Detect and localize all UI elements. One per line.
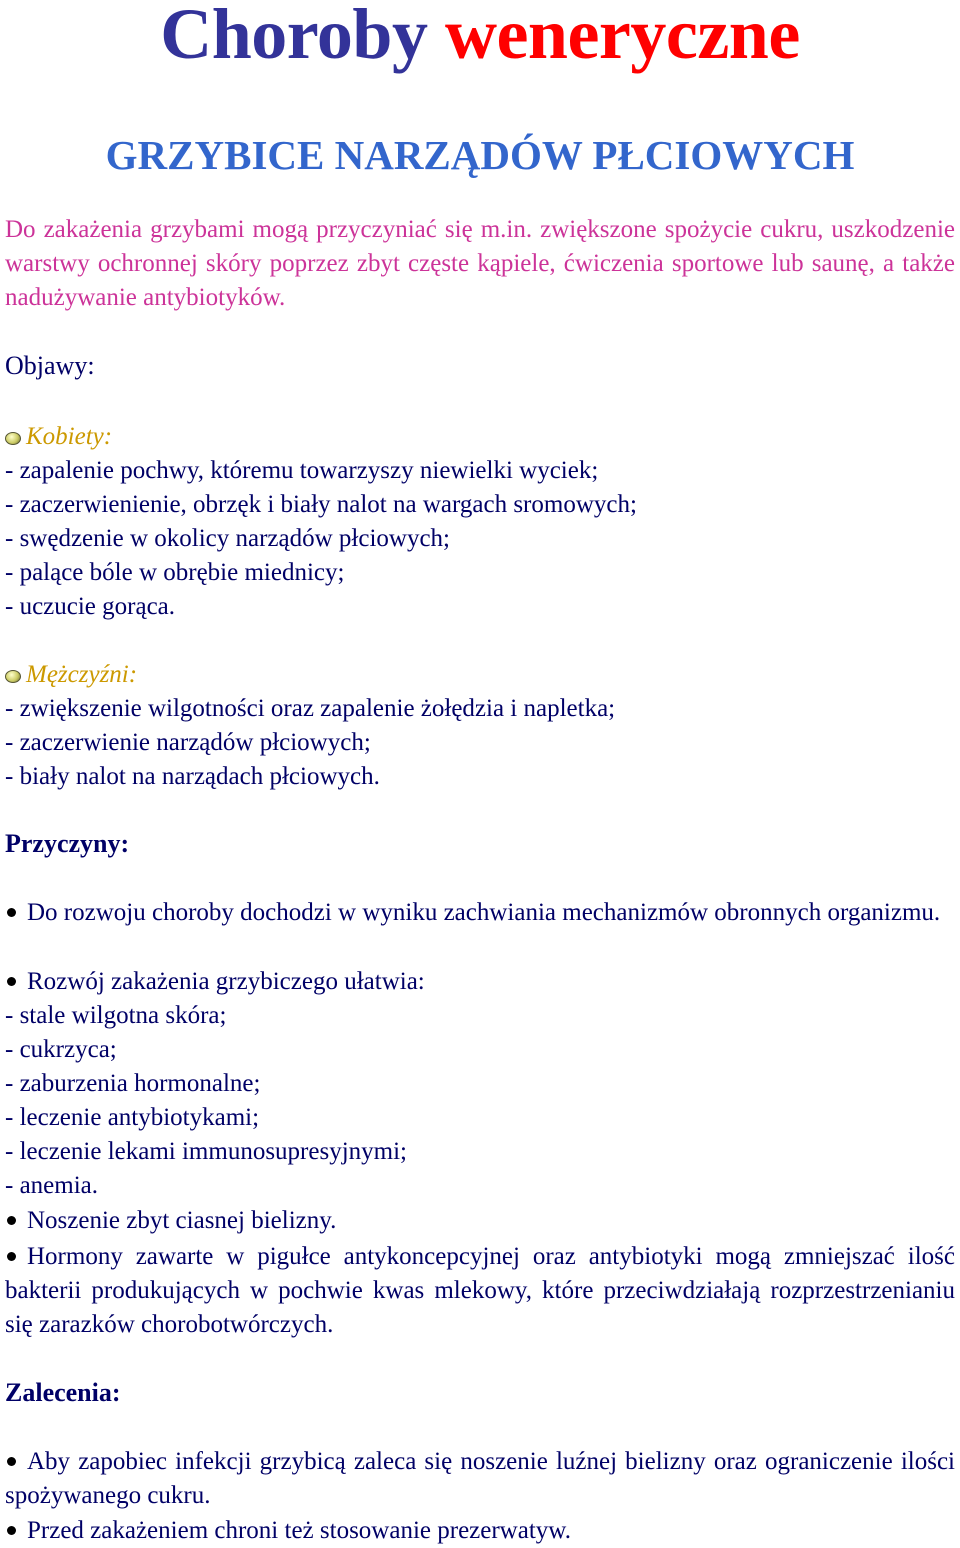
women-symptoms-list [5, 454, 955, 624]
gem-bullet-icon [5, 432, 21, 445]
recommendations-bullet-2 [5, 1514, 955, 1548]
list-item: - zaczerwienie narządów płciowych; [5, 729, 371, 756]
causes-bullet-1-text: Do rozwoju choroby dochodzi w wyniku zachwiania mechanizmów obronnych organizmu. [27, 899, 941, 926]
bullet-icon [7, 1526, 16, 1535]
list-item: - zwiększenie wilgotności oraz zapalenie żołędzia i napletka; [5, 695, 616, 722]
list-item: - anemia. [5, 1172, 99, 1199]
section-title: GRZYBICE NARZĄDÓW PŁCIOWYCH [105, 132, 855, 178]
list-item: - swędzenie w okolicy narządów płciowych; [5, 525, 450, 552]
recommendations-bullet-1-text: Aby zapobiec infekcji grzybicą zaleca się noszenie luźnej bielizny oraz ograniczenie ilości spożywanego cukru. [5, 1448, 955, 1509]
list-item: - biały nalot na narządach płciowych. [5, 763, 380, 790]
bullet-icon [7, 977, 16, 986]
men-subheading [5, 658, 137, 692]
causes-bullet-3-text: Noszenie zbyt ciasnej bielizny. [27, 1207, 337, 1234]
list-item: - zaburzenia hormonalne; [5, 1070, 261, 1097]
causes-heading: Przyczyny: [5, 829, 130, 858]
title-part-2: weneryczne [444, 0, 800, 74]
causes-bullet-2 [5, 965, 955, 999]
list-item: - zapalenie pochwy, któremu towarzyszy niewielki wyciek; [5, 457, 599, 484]
women-label: Kobiety: [26, 423, 113, 450]
recommendations-bullet-2-text: Przed zakażeniem chroni też stosowanie prezerwatyw. [27, 1517, 571, 1544]
risk-factors-list [5, 999, 955, 1203]
men-label: Mężczyźni: [26, 661, 138, 688]
list-item: - leczenie antybiotykami; [5, 1104, 260, 1131]
list-item: - stale wilgotna skóra; [5, 1002, 227, 1029]
recommendations-bullet-1 [5, 1445, 955, 1513]
list-item: - leczenie lekami immunosupresyjnymi; [5, 1138, 407, 1165]
title-part-1: Choroby [160, 0, 428, 74]
recommendations-heading: Zalecenia: [5, 1378, 121, 1407]
list-item: - palące bóle w obrębie miednicy; [5, 559, 345, 586]
bullet-icon [7, 1252, 16, 1261]
page-title [0, 0, 960, 74]
causes-bullet-2-text: Rozwój zakażenia grzybiczego ułatwia: [27, 968, 425, 995]
gem-bullet-icon [5, 670, 21, 683]
women-subheading [5, 420, 112, 454]
bullet-icon [7, 908, 16, 917]
list-item: - uczucie gorąca. [5, 593, 176, 620]
list-item: - cukrzyca; [5, 1036, 117, 1063]
causes-bullet-4-text: Hormony zawarte w pigułce antykoncepcyjnej oraz antybiotyki mogą zmniejszać ilość bakterii produkujących w pochwie kwas mlekowy, które przeciwdziałają rozprzestrzenianiu się zarazków chorobotwórczych. [5, 1243, 955, 1338]
causes-bullet-1 [5, 896, 955, 930]
causes-bullet-4 [5, 1240, 955, 1342]
bullet-icon [7, 1216, 16, 1225]
causes-bullet-3 [5, 1204, 955, 1238]
men-symptoms-list [5, 692, 955, 794]
intro-paragraph: Do zakażenia grzybami mogą przyczyniać się m.in. zwiększone spożycie cukru, uszkodzenie warstwy ochronnej skóry poprzez zbyt częste kąpiele, ćwiczenia sportowe lub saunę, a także nadużywanie antybiotyków. [5, 216, 955, 311]
bullet-icon [7, 1457, 16, 1466]
symptoms-heading: Objawy: [5, 351, 95, 380]
list-item: - zaczerwienienie, obrzęk i biały nalot na wargach sromowych; [5, 491, 637, 518]
